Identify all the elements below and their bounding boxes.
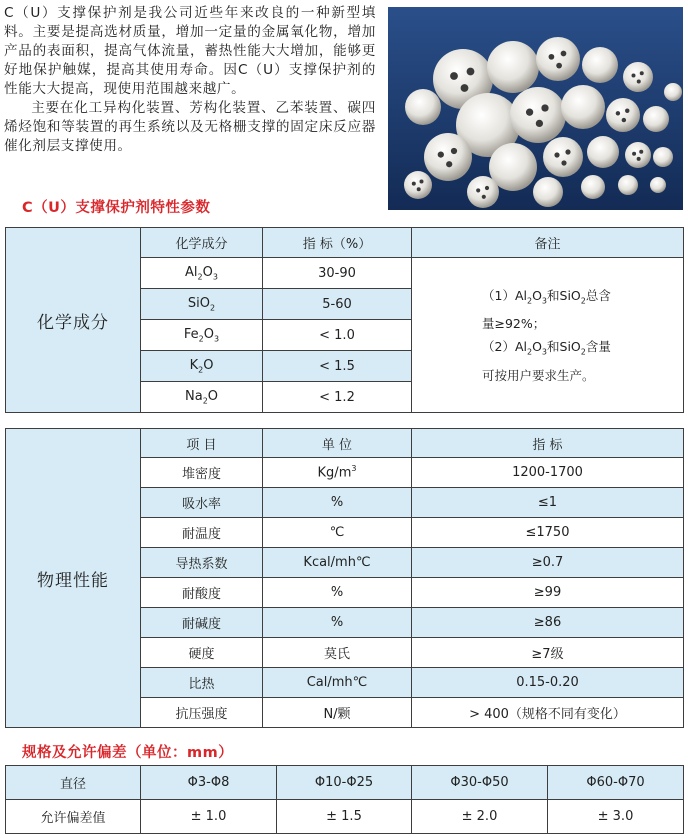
ceramic-ball bbox=[582, 47, 618, 83]
ceramic-ball bbox=[653, 147, 673, 167]
phys-item: 耐温度 bbox=[141, 518, 263, 548]
phys-col-header-3: 指 标 bbox=[412, 429, 684, 458]
chem-name-k2o: $K_2O$ bbox=[141, 351, 263, 382]
phys-value: ≤1 bbox=[412, 488, 684, 518]
ceramic-ball bbox=[405, 89, 441, 125]
phys-unit: Cal/mh℃ bbox=[263, 668, 412, 698]
ceramic-ball bbox=[587, 136, 619, 168]
ceramic-ball bbox=[467, 176, 499, 208]
ceramic-ball bbox=[404, 171, 432, 199]
ball-hole bbox=[450, 72, 458, 80]
ball-hole bbox=[476, 188, 480, 192]
phys-value: 0.15-0.20 bbox=[412, 668, 684, 698]
chem-col-header-3: 备注 bbox=[412, 228, 684, 258]
chem-side-label: 化学成分 bbox=[6, 228, 141, 413]
phys-item: 比热 bbox=[141, 668, 263, 698]
spec-tolerance: ± 1.0 bbox=[141, 800, 277, 834]
phys-unit: ℃ bbox=[263, 518, 412, 548]
phys-value: ≥86 bbox=[412, 608, 684, 638]
phys-unit-density: $Kg/m^3$ bbox=[263, 458, 412, 488]
physical-properties-table bbox=[5, 428, 684, 728]
ball-hole bbox=[549, 54, 555, 60]
phys-unit: Kcal/mh℃ bbox=[263, 548, 412, 578]
ball-hole bbox=[467, 68, 475, 76]
intro-text bbox=[4, 4, 376, 156]
phys-col-header-1: 项 目 bbox=[141, 429, 263, 458]
chem-col-header-2: 指 标（%） bbox=[263, 228, 412, 258]
ball-hole bbox=[637, 157, 641, 161]
ball-hole bbox=[541, 104, 548, 111]
ceramic-ball bbox=[533, 177, 563, 207]
ceramic-ball bbox=[510, 87, 566, 143]
chemical-composition-table bbox=[5, 227, 684, 413]
ball-hole bbox=[526, 109, 533, 116]
ball-hole bbox=[417, 187, 421, 191]
ball-hole bbox=[637, 80, 641, 84]
chem-value: < 1.0 bbox=[263, 320, 412, 351]
ceramic-ball bbox=[623, 62, 653, 92]
phys-unit: 莫氏 bbox=[263, 638, 412, 668]
phys-item: 吸水率 bbox=[141, 488, 263, 518]
chem-name-fe2o3: $Fe_2O_3$ bbox=[141, 320, 263, 351]
chem-note-2: $(2)Al_2O_3$和SiO$_2$含量 可按用户要求生产。 bbox=[482, 339, 611, 383]
ceramic-ball bbox=[625, 142, 651, 168]
ceramic-ball bbox=[424, 133, 472, 181]
chem-value: 5-60 bbox=[263, 289, 412, 320]
spec-size: Φ10-Φ25 bbox=[277, 766, 412, 800]
ball-hole bbox=[625, 109, 629, 113]
ball-hole bbox=[420, 180, 424, 184]
ball-hole bbox=[622, 118, 626, 122]
ball-hole bbox=[412, 182, 416, 186]
ceramic-ball bbox=[618, 175, 638, 195]
chem-value: < 1.5 bbox=[263, 351, 412, 382]
phys-item: 耐酸度 bbox=[141, 578, 263, 608]
spec-row-label-tolerance: 允许偏差值 bbox=[6, 800, 141, 834]
phys-item: 耐碱度 bbox=[141, 608, 263, 638]
ball-hole bbox=[632, 74, 636, 78]
phys-side-label: 物理性能 bbox=[6, 429, 141, 728]
product-photo bbox=[388, 7, 683, 210]
intro-paragraph-2: 主要在化工异构化装置、芳构化装置、乙苯装置、碳四烯烃饱和等装置的再生系统以及无格栅支撑的固定床反应器催化剂层支撑使用。 bbox=[4, 100, 376, 154]
chem-note-1: $(1)Al_2O_3$和SiO$_2$总含 量≥92%； bbox=[482, 287, 611, 331]
ball-hole bbox=[632, 152, 636, 156]
phys-value: > 400（规格不同有变化） bbox=[412, 698, 684, 728]
phys-item: 硬度 bbox=[141, 638, 263, 668]
ball-hole bbox=[561, 160, 566, 165]
phys-value: 1200-1700 bbox=[412, 458, 684, 488]
ceramic-balls-image bbox=[388, 7, 683, 210]
section-title-parameters: C（U）支撑保护剂特性参数 bbox=[22, 200, 211, 216]
ceramic-ball bbox=[581, 175, 605, 199]
chem-name-sio2: SiO$_2$ bbox=[141, 289, 263, 320]
ball-hole bbox=[556, 63, 562, 69]
ball-hole bbox=[446, 161, 452, 167]
ceramic-ball bbox=[536, 37, 580, 81]
spec-size: Φ60-Φ70 bbox=[548, 766, 684, 800]
specifications-table bbox=[5, 765, 684, 834]
spec-size: Φ30-Φ50 bbox=[412, 766, 548, 800]
ceramic-ball bbox=[650, 177, 666, 193]
phys-unit: % bbox=[263, 608, 412, 638]
ball-hole bbox=[438, 151, 444, 157]
phys-item: 抗压强度 bbox=[141, 698, 263, 728]
phys-unit: N/颗 bbox=[263, 698, 412, 728]
ceramic-ball bbox=[643, 106, 669, 132]
phys-unit: % bbox=[263, 488, 412, 518]
chem-value: 30-90 bbox=[263, 258, 412, 289]
section-title-specifications: 规格及允许偏差（单位：mm） bbox=[22, 745, 234, 761]
spec-tolerance: ± 2.0 bbox=[412, 800, 548, 834]
ceramic-ball bbox=[487, 41, 539, 93]
ceramic-ball bbox=[561, 85, 605, 129]
ball-hole bbox=[482, 195, 486, 199]
ceramic-ball bbox=[543, 137, 583, 177]
ball-hole bbox=[616, 111, 620, 115]
ball-hole bbox=[451, 148, 457, 154]
ball-hole bbox=[640, 71, 644, 75]
ball-hole bbox=[461, 84, 469, 92]
ball-hole bbox=[536, 120, 543, 127]
ball-hole bbox=[639, 150, 643, 154]
ball-hole bbox=[561, 51, 567, 57]
ball-hole bbox=[485, 186, 489, 190]
phys-value: ≥0.7 bbox=[412, 548, 684, 578]
spec-size: Φ3-Φ8 bbox=[141, 766, 277, 800]
spec-row-label-diameter: 直径 bbox=[6, 766, 141, 800]
ball-hole bbox=[554, 152, 559, 157]
chem-name-na2o: $Na_2O$ bbox=[141, 382, 263, 413]
chem-value: < 1.2 bbox=[263, 382, 412, 413]
spec-tolerance: ± 1.5 bbox=[277, 800, 412, 834]
chem-notes bbox=[412, 258, 684, 413]
phys-item: 堆密度 bbox=[141, 458, 263, 488]
chem-name-al2o3: $Al_2O_3$ bbox=[141, 258, 263, 289]
phys-value: ≥7级 bbox=[412, 638, 684, 668]
ceramic-ball bbox=[664, 83, 682, 101]
ceramic-ball bbox=[606, 98, 640, 132]
phys-value: ≥99 bbox=[412, 578, 684, 608]
phys-value: ≤1750 bbox=[412, 518, 684, 548]
chem-col-header-1: 化学成分 bbox=[141, 228, 263, 258]
intro-paragraph-1: C（U）支撑保护剂是我公司近些年来改良的一种新型填料。主要是提高选材质量，增加一定量的金属氧化物，增加产品的表面积，提高气体流量，蓄热性能大大增加，能够更好地保护触媒，提高其使用寿命。因C（U）支撑保护剂的性能大大提高，现使用范围越来越广。 bbox=[4, 5, 376, 97]
phys-item: 导热系数 bbox=[141, 548, 263, 578]
spec-tolerance: ± 3.0 bbox=[548, 800, 684, 834]
ball-hole bbox=[565, 149, 570, 154]
phys-col-header-2: 单 位 bbox=[263, 429, 412, 458]
phys-unit: % bbox=[263, 578, 412, 608]
